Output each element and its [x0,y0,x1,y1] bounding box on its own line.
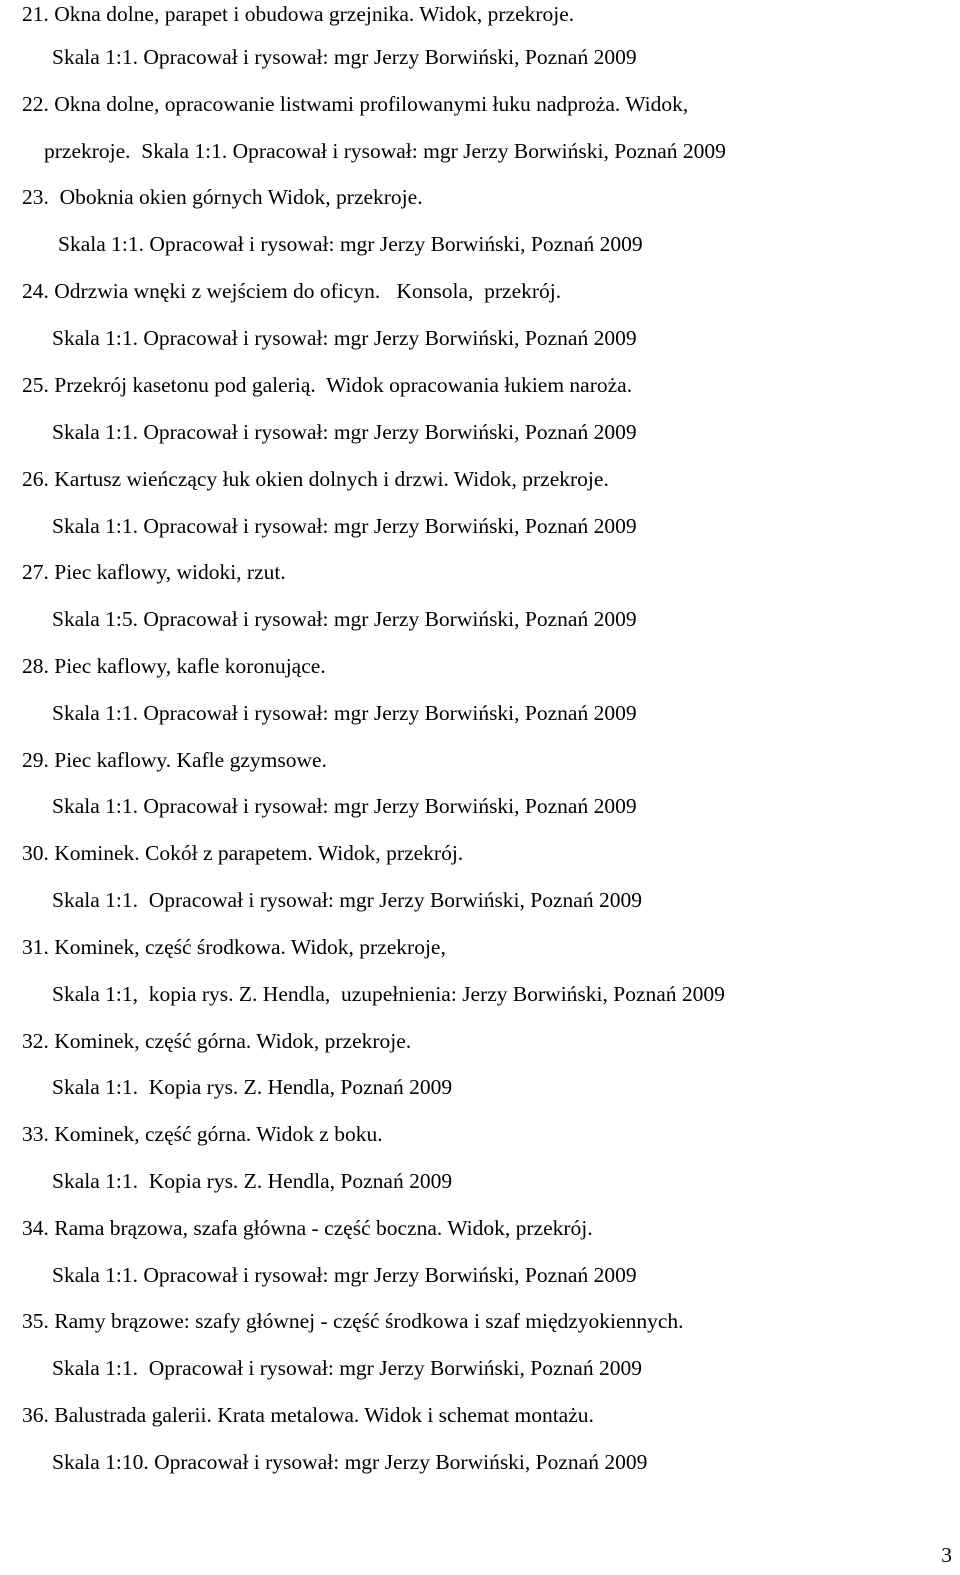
item-36-title: 36. Balustrada galerii. Krata metalowa. Widok i schemat montażu. [22,1403,594,1427]
item-22-scale: przekroje. Skala 1:1. Opracował i rysował: mgr Jerzy Borwiński, Poznań 2009 [44,139,726,163]
item-32-title: 32. Kominek, część górna. Widok, przekroje. [22,1029,412,1053]
item-25-title: 25. Przekrój kasetonu pod galerią. Widok opracowania łukiem naroża. [22,373,633,397]
item-26-scale: Skala 1:1. Opracował i rysował: mgr Jerzy Borwiński, Poznań 2009 [52,514,637,538]
item-31-scale: Skala 1:1, kopia rys. Z. Hendla, uzupełnienia: Jerzy Borwiński, Poznań 2009 [52,982,725,1006]
item-33-scale: Skala 1:1. Kopia rys. Z. Hendla, Poznań 2009 [52,1169,453,1193]
item-29-title: 29. Piec kaflowy. Kafle gzymsowe. [22,748,327,772]
item-24-scale: Skala 1:1. Opracował i rysował: mgr Jerzy Borwiński, Poznań 2009 [52,326,637,350]
item-21-scale: Skala 1:1. Opracował i rysował: mgr Jerzy Borwiński, Poznań 2009 [52,45,637,69]
item-34-scale: Skala 1:1. Opracował i rysował: mgr Jerzy Borwiński, Poznań 2009 [52,1263,637,1287]
item-29-scale: Skala 1:1. Opracował i rysował: mgr Jerzy Borwiński, Poznań 2009 [52,794,637,818]
item-28-scale: Skala 1:1. Opracował i rysował: mgr Jerzy Borwiński, Poznań 2009 [52,701,637,725]
item-27-scale: Skala 1:5. Opracował i rysował: mgr Jerzy Borwiński, Poznań 2009 [52,607,637,631]
item-32-scale: Skala 1:1. Kopia rys. Z. Hendla, Poznań 2009 [52,1075,453,1099]
item-23-title: 23. Oboknia okien górnych Widok, przekroje. [22,185,423,209]
item-21-title: 21. Okna dolne, parapet i obudowa grzejnika. Widok, przekroje. [22,2,575,26]
item-24-title: 24. Odrzwia wnęki z wejściem do oficyn. Konsola, przekrój. [22,279,562,303]
item-22-title: 22. Okna dolne, opracowanie listwami profilowanymi łuku nadproża. Widok, [22,92,689,116]
item-35-title: 35. Ramy brązowe: szafy głównej - część środkowa i szaf międzyokiennych. [22,1309,684,1333]
item-31-title: 31. Kominek, część środkowa. Widok, przekroje, [22,935,446,959]
item-26-title: 26. Kartusz wieńczący łuk okien dolnych i drzwi. Widok, przekroje. [22,467,609,491]
item-27-title: 27. Piec kaflowy, widoki, rzut. [22,560,286,584]
item-35-scale: Skala 1:1. Opracował i rysował: mgr Jerzy Borwiński, Poznań 2009 [52,1356,642,1380]
item-25-scale: Skala 1:1. Opracował i rysował: mgr Jerzy Borwiński, Poznań 2009 [52,420,637,444]
item-28-title: 28. Piec kaflowy, kafle koronujące. [22,654,326,678]
page-number: 3 [941,1543,952,1567]
item-33-title: 33. Kominek, część górna. Widok z boku. [22,1122,383,1146]
item-30-title: 30. Kominek. Cokół z parapetem. Widok, przekrój. [22,841,464,865]
item-30-scale: Skala 1:1. Opracował i rysował: mgr Jerzy Borwiński, Poznań 2009 [52,888,642,912]
item-36-scale: Skala 1:10. Opracował i rysował: mgr Jerzy Borwiński, Poznań 2009 [52,1450,648,1474]
item-34-title: 34. Rama brązowa, szafa główna - część boczna. Widok, przekrój. [22,1216,593,1240]
item-23-scale: Skala 1:1. Opracował i rysował: mgr Jerzy Borwiński, Poznań 2009 [58,232,643,256]
